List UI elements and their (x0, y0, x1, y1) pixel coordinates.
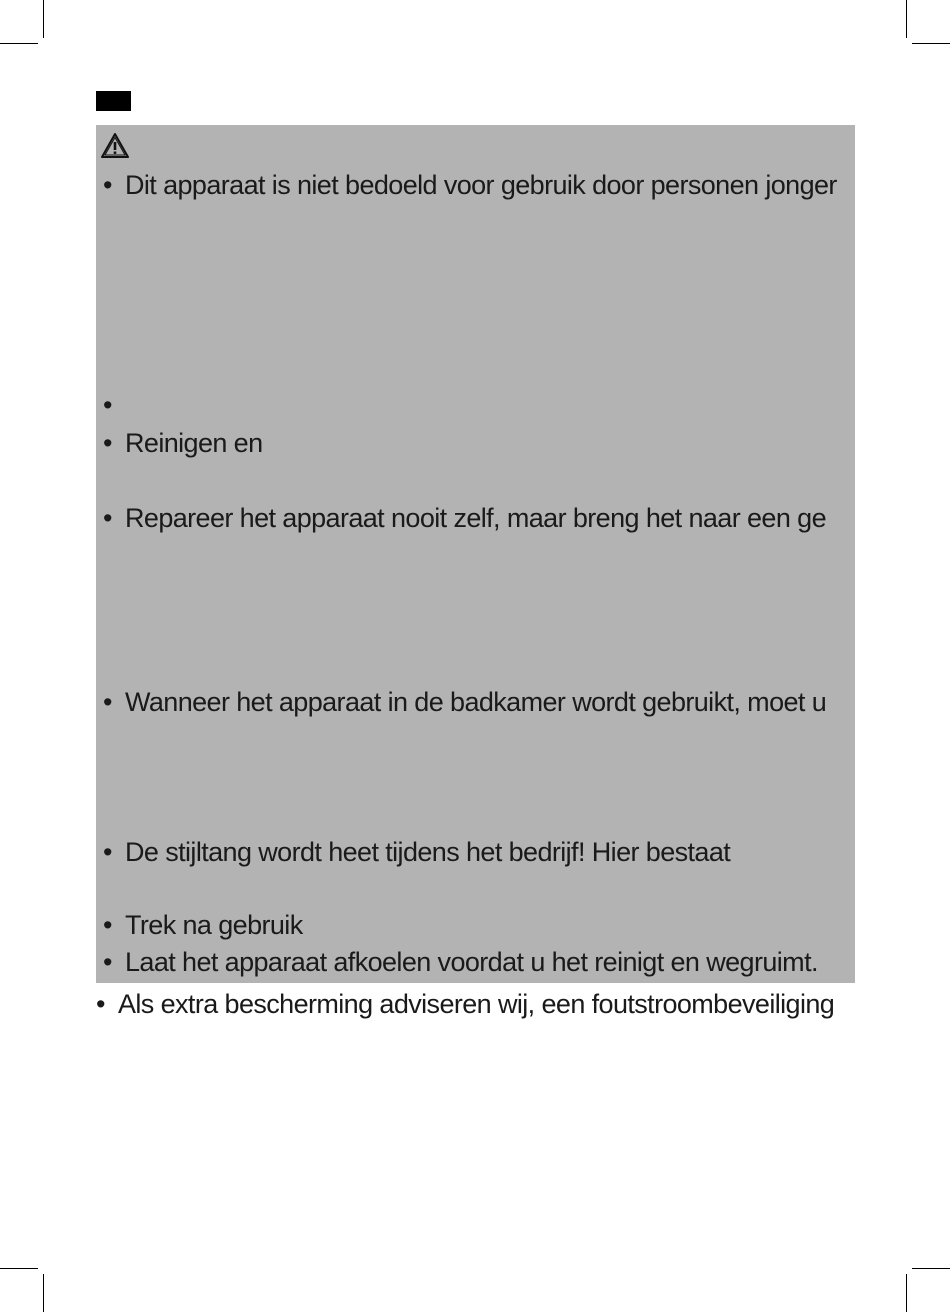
warning-box (96, 125, 855, 983)
list-item-text: De stijltang wordt heet tijdens het bedrijf! Hier bestaat (125, 837, 731, 867)
crop-mark-top-left-vertical (43, 0, 44, 38)
bullet-dot: • (103, 428, 112, 458)
bullet-dot: • (103, 910, 112, 940)
list-item-text: Wanneer het apparaat in de badkamer wordt gebruikt, moet u (125, 687, 827, 717)
crop-mark-bottom-right-vertical (906, 1274, 907, 1312)
list-item-text: Reinigen en (125, 428, 263, 458)
bullet-dot: • (103, 390, 112, 420)
crop-mark-bottom-left-vertical (43, 1274, 44, 1312)
warning-triangle-icon (100, 132, 130, 159)
list-item-text: Trek na gebruik (125, 910, 303, 940)
crop-mark-top-right-horizontal (912, 43, 950, 44)
crop-mark-bottom-left-horizontal (0, 1268, 38, 1269)
list-item-text: Als extra bescherming adviseren wij, een foutstroombeveiliging (118, 989, 835, 1019)
list-item-text: Dit apparaat is niet bedoeld voor gebruik door personen jonger (125, 170, 837, 200)
bullet-dot: • (103, 687, 112, 717)
bullet-dot: • (103, 170, 112, 200)
crop-mark-top-right-vertical (906, 0, 907, 38)
crop-mark-top-left-horizontal (0, 43, 38, 44)
bullet-dot: • (96, 989, 105, 1019)
list-item-text: Laat het apparaat afkoelen voordat u het reinigt en wegruimt. (125, 947, 818, 977)
list-item-text: Repareer het apparaat nooit zelf, maar breng het naar een ge (125, 503, 826, 533)
bullet-dot: • (103, 837, 112, 867)
bullet-dot: • (103, 503, 112, 533)
page-number-tab (96, 91, 131, 111)
bullet-dot: • (103, 947, 112, 977)
crop-mark-bottom-right-horizontal (912, 1268, 950, 1269)
